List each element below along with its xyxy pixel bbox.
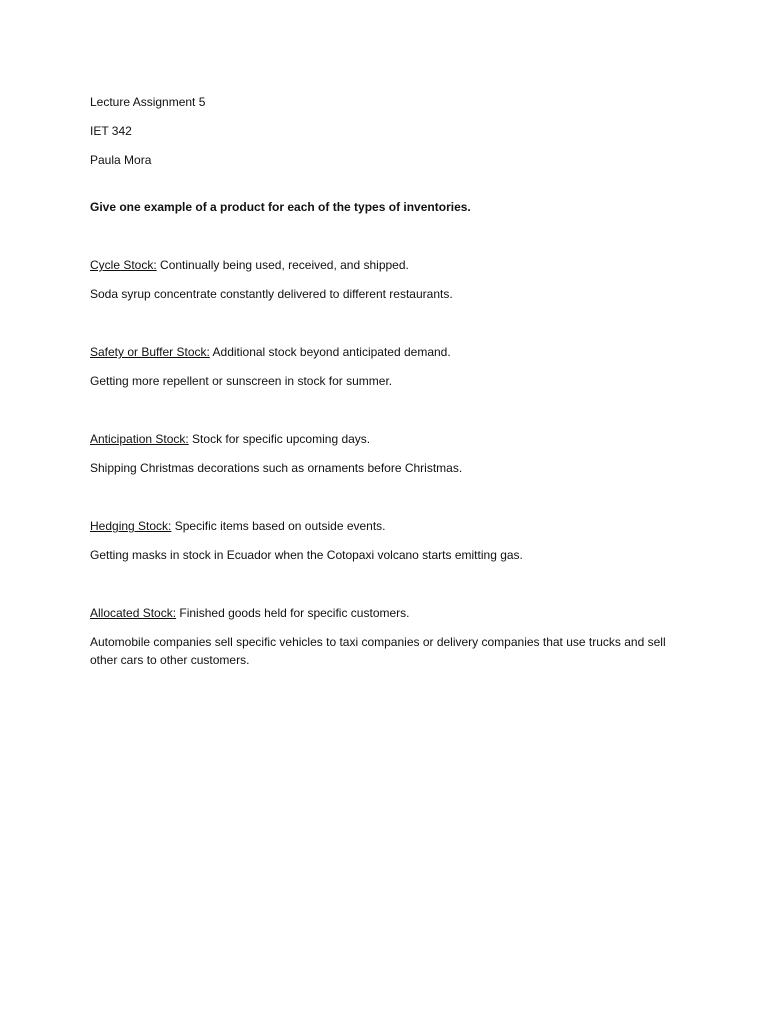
inventory-term: Safety or Buffer Stock: — [90, 345, 210, 359]
inventory-section-cycle-stock — [90, 256, 690, 303]
inventory-example: Shipping Christmas decorations such as ornaments before Christmas. — [90, 461, 463, 475]
definition-line — [90, 430, 690, 448]
inventory-example: Getting masks in stock in Ecuador when the Cotopaxi volcano starts emitting gas. — [90, 548, 523, 562]
inventory-example: Soda syrup concentrate constantly delivered to different restaurants. — [90, 287, 453, 301]
inventory-definition: Continually being used, received, and shipped. — [156, 258, 409, 272]
document-page — [90, 93, 690, 669]
author-name: Paula Mora — [90, 153, 152, 167]
inventory-example: Automobile companies sell specific vehicles to taxi companies or delivery companies that use trucks and sell other cars to other customers. — [90, 635, 666, 667]
inventory-term: Cycle Stock: — [90, 258, 157, 272]
inventory-section-safety-stock — [90, 343, 690, 390]
definition-line — [90, 517, 690, 535]
inventory-definition: Additional stock beyond anticipated demand. — [209, 345, 451, 359]
assignment-title: Lecture Assignment 5 — [90, 95, 206, 109]
inventory-definition: Finished goods held for specific customers. — [176, 606, 410, 620]
inventory-definition: Specific items based on outside events. — [171, 519, 386, 533]
inventory-definition: Stock for specific upcoming days. — [188, 432, 371, 446]
inventory-term: Hedging Stock: — [90, 519, 172, 533]
inventory-term: Anticipation Stock: — [90, 432, 189, 446]
inventory-section-anticipation-stock — [90, 430, 690, 477]
inventory-section-hedging-stock — [90, 517, 690, 564]
inventory-term: Allocated Stock: — [90, 606, 177, 620]
assignment-prompt: Give one example of a product for each of the types of inventories. — [90, 200, 471, 214]
definition-line — [90, 604, 690, 622]
course-code: IET 342 — [90, 124, 132, 138]
definition-line — [90, 256, 690, 274]
definition-line — [90, 343, 690, 361]
inventory-section-allocated-stock — [90, 604, 690, 669]
inventory-example: Getting more repellent or sunscreen in stock for summer. — [90, 374, 393, 388]
